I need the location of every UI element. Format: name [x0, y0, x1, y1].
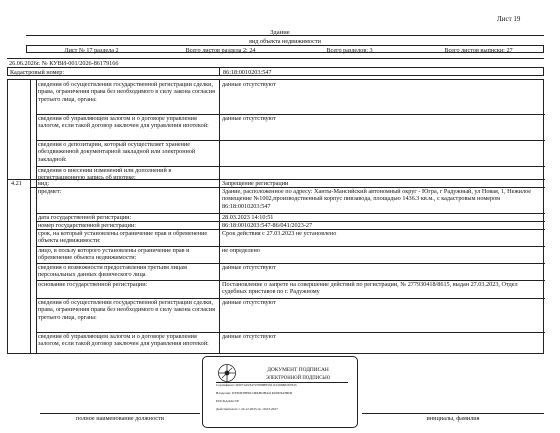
table-row-label: сведения об осуществлении государственной регистрации сделки, права, ограничения права без необходимого в силу закона согласия третьего лица, органа:	[38, 299, 215, 321]
table-row-value: 28.03.2023 14:10:51	[222, 214, 274, 221]
table-row-label: срок, на который установлены ограничение прав и обременение объекта недвижимости:	[38, 230, 208, 245]
table-row-value: Постановление о запрете на совершение действий по регистрации, № 277930418/8615, выдан 27.03.2023, Отдел судебных приставов по г. Радужному	[222, 281, 518, 296]
emblem-icon	[217, 363, 237, 383]
stamp-certificate: Сертификат: 0D07A01847478988833211016680567845	[216, 383, 297, 387]
table-row-label: основание государственной регистрации:	[38, 281, 148, 288]
table-row-value: данные отсутствуют	[222, 264, 276, 271]
sheet-info-row	[26, 45, 544, 53]
total-sections: Всего разделов: 3	[326, 46, 373, 54]
table-row-label: сведения об осуществлении государственной регистрации сделки, права, ограничения права без необходимого в силу закона согласия третьего лица, органа:	[38, 81, 215, 103]
table-row-value: данные отсутствуют	[222, 333, 276, 340]
table-row-value: Срок действия с 27.03.2023 не установлено	[222, 230, 337, 237]
table-row-value: данные отсутствуют	[222, 115, 276, 122]
stamp-owner: Владелец: ПУБЛИЧНО-ПРАВОВАЯ КОМПАНИЯ	[216, 391, 292, 395]
stamp-validity: Действителен: с 24.12.2025 по 19.03.2027	[216, 407, 278, 411]
total-extract-sheets: Всего листов выписки: 27	[444, 46, 513, 54]
table-row-label: сведения о депозитарии, который осуществляет хранение обездвиженной документарной закладной или электронной закладной:	[38, 141, 196, 163]
record-number: 4.21	[11, 180, 22, 187]
table-row-label: сведения о возможности предоставления третьим лицам персональных данных физического лица	[38, 264, 187, 279]
cadastral-value: 86:18:0010203:547	[223, 69, 272, 76]
table-row-value: данные отсутствуют	[222, 299, 276, 306]
cadastral-row	[7, 67, 544, 76]
electronic-signature-stamp	[202, 356, 358, 428]
table-row-label: вид:	[38, 180, 50, 187]
document-subtitle: вид объекта недвижимости	[26, 35, 544, 45]
stamp-owner-name: РОСКАДАСТР	[216, 399, 239, 403]
col-divider-indent	[36, 80, 37, 353]
col-divider-number	[30, 80, 31, 353]
table-row-label: предмет:	[38, 188, 62, 195]
total-section-sheets: Всего листов раздела 2: 24	[185, 46, 256, 54]
extract-date-number: 26.06.2026г. № КУВИ-001/2026-86179166	[7, 58, 544, 67]
stamp-line2: ЭЛЕКТРОННОЙ ПОДПИСЬЮ	[265, 376, 331, 381]
sheet-info: Лист № 17 раздела 2	[64, 46, 119, 54]
position-title-caption: полное наименование должности	[40, 413, 200, 422]
table-row-value: данные отсутствуют	[222, 81, 276, 88]
table-row-label: сведения об управляющем залогом и о договоре управления залогом, если такой договор заключен для управления ипотекой:	[38, 115, 209, 130]
cadastral-separator	[219, 68, 220, 75]
table-row-label: сведения о внесении изменений или дополнений в регистрационную запись об ипотеке:	[38, 167, 172, 182]
table-row-value: Здание, расположенное по адресу: Ханты-Мансийский автономный округ - Югра, г Радужный, ул Новая, 1, Нежилое помещение №1002,производственный корпус пивзавода, площадью 1436.3 кв.м., с кадастровым номером 86:18:0010203:547	[222, 188, 531, 210]
table-row-label: дата государственной регистрации:	[38, 214, 132, 221]
table-row-value: 86:18:0010203:547-86/041/2023-27	[222, 222, 313, 229]
document-title: Здание	[270, 29, 290, 36]
records-table	[7, 79, 544, 354]
stamp-line1: ДОКУМЕНТ ПОДПИСАН	[267, 367, 329, 373]
initials-surname-caption: инициалы, фамилия	[362, 413, 544, 422]
table-row-label: сведения об управляющем залогом и о договоре управления залогом, если такой договор заключен для управления ипотекой:	[38, 333, 209, 348]
cadastral-label: Кадастровый номер:	[10, 69, 65, 76]
table-row-label: номер государственной регистрации:	[38, 222, 136, 229]
table-row-value: не определено	[222, 247, 260, 254]
table-row-value: Запрещение регистрации	[222, 180, 289, 187]
sheet-number: Лист 19	[497, 15, 521, 23]
col-divider-value	[219, 80, 220, 353]
table-row-label: лицо, в пользу которого установлены ограничение прав и обременение объекта недвижимости:	[38, 247, 190, 262]
